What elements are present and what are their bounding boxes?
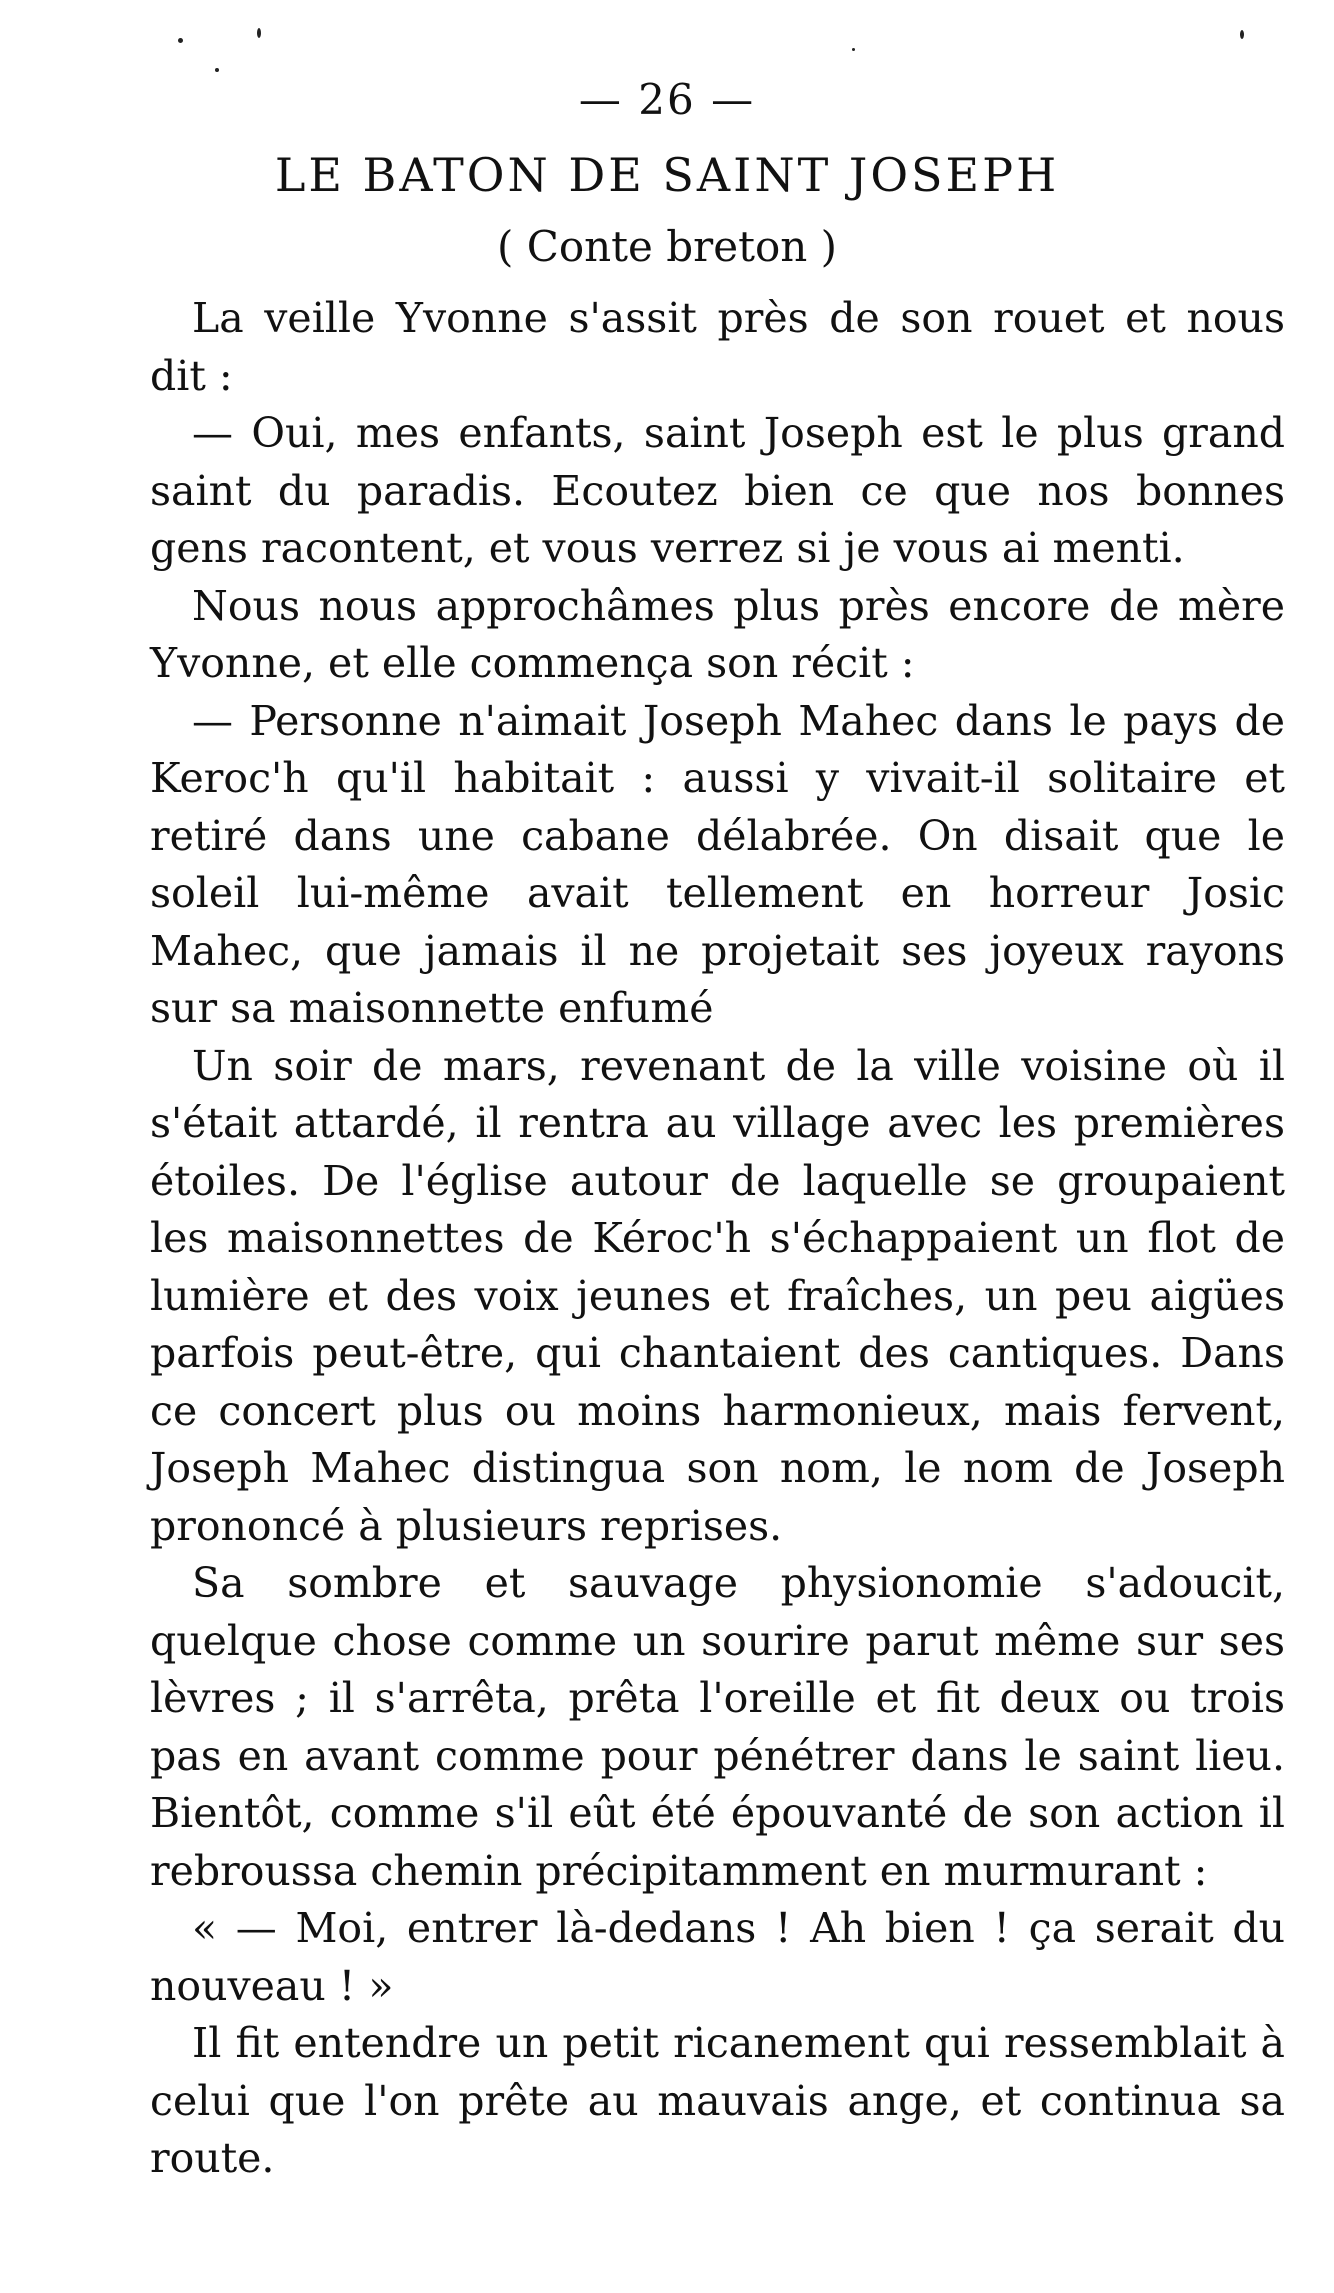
story-subtitle: ( Conte breton ) — [496, 222, 838, 271]
paragraph: — Personne n'aimait Joseph Mahec dans le pays de Keroc'h qu'il habitait : aussi y vivait-il solitaire et retiré dans une cabane délabrée. On disait que le soleil lui-même avait tellement en horreur Josic Mahec, que jamais il ne projetait ses joyeux rayons sur sa maisonnette enfumé — [150, 696, 1285, 1032]
paragraph: Sa sombre et sauvage physionomie s'adoucit, quelque chose comme un sourire parut même sur ses lèvres ; il s'arrêta, prêta l'oreille et fit deux ou trois pas en avant comme pour pénétrer dans le saint lieu. Bientôt, comme s'il eût été épouvanté de son action il rebroussa chemin précipitamment en murmurant : — [150, 1559, 1285, 1895]
story-title: LE BATON DE SAINT JOSEPH — [274, 148, 1060, 202]
paragraph: Nous nous approchâmes plus près encore de mère Yvonne, et elle commença son récit : — [150, 581, 1285, 687]
ink-speck — [1240, 30, 1244, 39]
paragraph: La veille Yvonne s'assit près de son rouet et nous dit : — [150, 294, 1285, 400]
ink-speck — [852, 48, 855, 51]
paragraph: Il fit entendre un petit ricanement qui ressemblait à celui que l'on prête au mauvais ange, et continua sa route. — [150, 2019, 1285, 2182]
paragraph: « — Moi, entrer là-dedans ! Ah bien ! ça serait du nouveau ! » — [150, 1904, 1285, 2010]
page-number: — 26 — — [578, 75, 756, 124]
paragraph: Un soir de mars, revenant de la ville voisine où il s'était attardé, il rentra au village avec les premières étoiles. De l'église autour de laquelle se groupaient les maisonnettes de Kéroc'h s'échappaient un flot de lumière et des voix jeunes et fraîches, un peu aigües parfois peut-être, qui chantaient des cantiques. Dans ce concert plus ou moins harmonieux, mais fervent, Joseph Mahec distingua son nom, le nom de Joseph prononcé à plusieurs reprises. — [150, 1041, 1285, 1550]
ink-speck — [178, 38, 183, 43]
ink-speck — [257, 28, 261, 38]
story-text — [150, 290, 1285, 2188]
ink-speck — [215, 68, 219, 72]
paragraph: — Oui, mes enfants, saint Joseph est le plus grand saint du paradis. Ecoutez bien ce que nos bonnes gens racontent, et vous verrez si je vous ai menti. — [150, 409, 1285, 572]
